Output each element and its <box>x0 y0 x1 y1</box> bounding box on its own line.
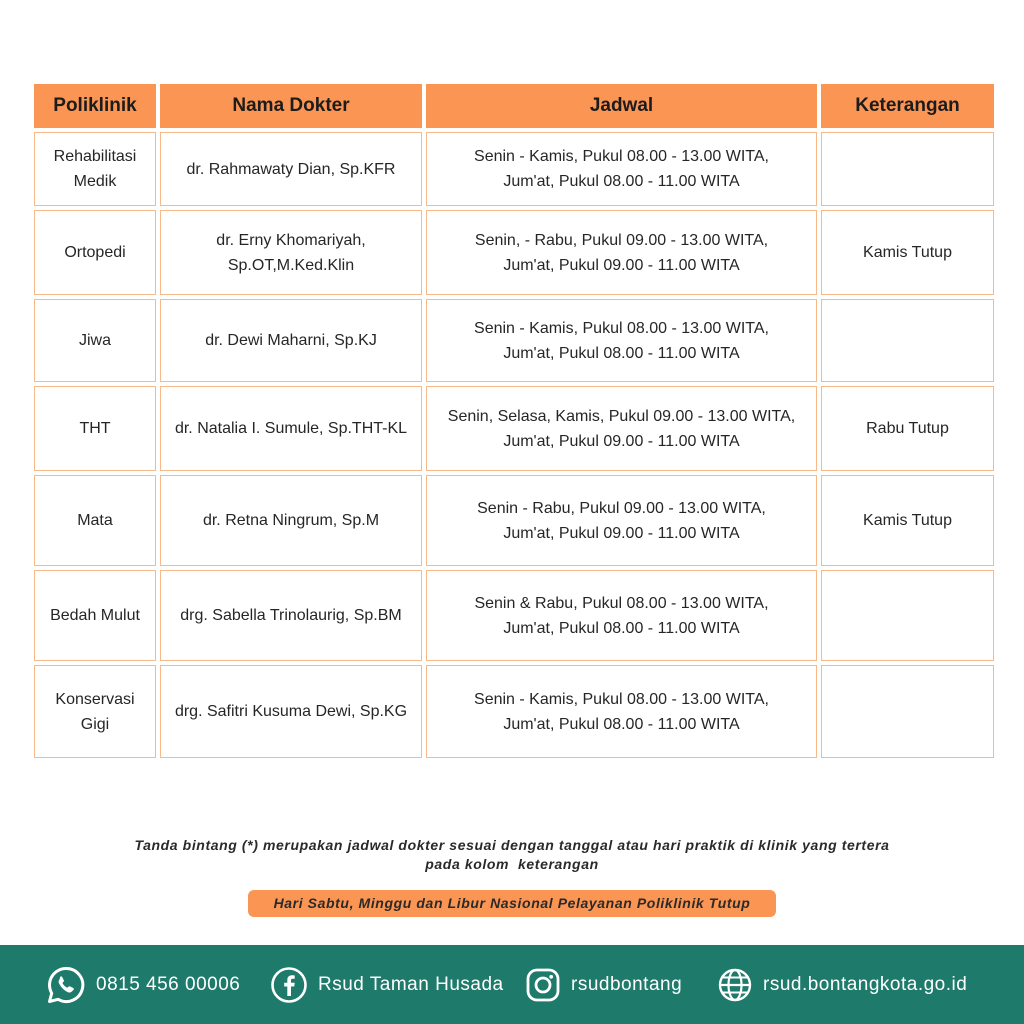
table-row <box>34 475 994 566</box>
poliklinik-cell <box>34 665 156 758</box>
schedule-cell-line: Jum'at, Pukul 08.00 - 11.00 WITA <box>503 619 740 637</box>
whatsapp-icon <box>46 965 86 1005</box>
doctor-cell-line: dr. Natalia I. Sumule, Sp.THT-KL <box>174 420 408 437</box>
poliklinik-cell-line: Medik <box>73 173 117 190</box>
schedule-cell <box>426 132 817 206</box>
schedule-cell <box>426 299 817 382</box>
facebook-icon <box>270 966 308 1004</box>
poliklinik-cell <box>34 475 156 566</box>
header-row <box>34 84 994 128</box>
table-row <box>34 386 994 471</box>
schedule-cell <box>426 570 817 661</box>
table-row <box>34 132 994 206</box>
globe-icon <box>717 967 753 1003</box>
schedule-cell-line: Jum'at, Pukul 08.00 - 11.00 WITA <box>503 344 740 362</box>
footnote-line-2: pada kolom keterangan <box>425 856 599 872</box>
doctor-cell-line: dr. Rahmawaty Dian, Sp.KFR <box>186 160 396 178</box>
schedule-table <box>30 80 998 762</box>
doctor-cell-line: dr. Erny Khomariyah, <box>216 231 366 249</box>
poliklinik-cell-line: Ortopedi <box>64 244 126 261</box>
schedule-cell-line: Senin - Rabu, Pukul 09.00 - 13.00 WITA, <box>477 499 766 517</box>
schedule-cell <box>426 665 817 758</box>
instagram-icon <box>525 967 561 1003</box>
schedule-cell-line: Senin - Kamis, Pukul 08.00 - 13.00 WITA, <box>474 690 769 708</box>
poliklinik-cell-line: Rehabilitasi <box>53 148 137 165</box>
poliklinik-cell <box>34 132 156 206</box>
table-row <box>34 665 994 758</box>
keterangan-cell <box>821 299 994 382</box>
schedule-cell-line: Senin, Selasa, Kamis, Pukul 09.00 - 13.00 WITA, <box>447 407 796 425</box>
doctor-cell-line: dr. Dewi Maharni, Sp.KJ <box>205 332 377 349</box>
doctor-cell <box>160 665 422 758</box>
schedule-cell-line: Jum'at, Pukul 09.00 - 11.00 WITA <box>503 256 740 274</box>
doctor-cell <box>160 299 422 382</box>
doctor-cell <box>160 210 422 295</box>
contact-facebook[interactable] <box>270 945 504 1024</box>
contact-footer <box>0 945 1024 1024</box>
header-keterangan: Keterangan <box>821 84 994 128</box>
doctor-cell-line: Sp.OT,M.Ked.Klin <box>227 256 355 274</box>
footnote <box>80 836 944 874</box>
header-nama-dokter: Nama Dokter <box>160 84 422 128</box>
schedule-cell-line: Jum'at, Pukul 09.00 - 11.00 WITA <box>503 432 740 450</box>
doctor-cell-line: drg. Sabella Trinolaurig, Sp.BM <box>180 607 402 624</box>
keterangan-cell <box>821 132 994 206</box>
header-poliklinik: Poliklinik <box>34 84 156 128</box>
keterangan-cell <box>821 665 994 758</box>
poliklinik-cell <box>34 386 156 471</box>
schedule-cell <box>426 386 817 471</box>
keterangan-cell: Kamis Tutup <box>821 210 994 295</box>
phone-number: 0815 456 00006 <box>96 973 241 995</box>
contact-instagram[interactable] <box>525 945 682 1024</box>
contact-website[interactable] <box>717 945 967 1024</box>
poliklinik-cell <box>34 570 156 661</box>
poliklinik-cell-line: Mata <box>77 512 113 529</box>
table-row <box>34 210 994 295</box>
schedule-cell <box>426 210 817 295</box>
facebook-name: Rsud Taman Husada <box>318 973 504 995</box>
keterangan-cell: Kamis Tutup <box>821 475 994 566</box>
header-jadwal: Jadwal <box>426 84 817 128</box>
keterangan-cell: Rabu Tutup <box>821 386 994 471</box>
poliklinik-cell <box>34 299 156 382</box>
poliklinik-cell-line: THT <box>79 420 111 437</box>
poliklinik-cell <box>34 210 156 295</box>
doctor-cell <box>160 386 422 471</box>
schedule-cell-line: Jum'at, Pukul 09.00 - 11.00 WITA <box>503 524 740 542</box>
closed-notice-badge: Hari Sabtu, Minggu dan Libur Nasional Pelayanan Poliklinik Tutup <box>248 890 776 917</box>
doctor-cell <box>160 132 422 206</box>
schedule-cell-line: Senin - Kamis, Pukul 08.00 - 13.00 WITA, <box>474 319 769 337</box>
instagram-handle: rsudbontang <box>571 973 683 995</box>
doctor-cell <box>160 475 422 566</box>
contact-phone[interactable] <box>46 945 240 1024</box>
schedule-cell-line: Jum'at, Pukul 08.00 - 11.00 WITA <box>503 173 740 190</box>
schedule-cell-line: Senin - Kamis, Pukul 08.00 - 13.00 WITA, <box>474 148 769 165</box>
poliklinik-cell-line: Bedah Mulut <box>50 607 140 624</box>
poliklinik-cell-line: Jiwa <box>78 332 111 349</box>
poliklinik-cell-line: Gigi <box>80 715 110 733</box>
table-row <box>34 299 994 382</box>
footnote-line-1: Tanda bintang (*) merupakan jadwal dokter sesuai dengan tanggal atau hari praktik di klinik yang tertera <box>134 837 890 853</box>
keterangan-cell <box>821 570 994 661</box>
poliklinik-cell-line: Konservasi <box>55 690 135 708</box>
table-row <box>34 570 994 661</box>
schedule-cell-line: Senin, - Rabu, Pukul 09.00 - 13.00 WITA, <box>474 231 769 249</box>
schedule-cell <box>426 475 817 566</box>
doctor-cell-line: drg. Safitri Kusuma Dewi, Sp.KG <box>174 703 408 720</box>
doctor-cell <box>160 570 422 661</box>
schedule-cell-line: Senin & Rabu, Pukul 08.00 - 13.00 WITA, <box>474 594 769 612</box>
schedule-cell-line: Jum'at, Pukul 08.00 - 11.00 WITA <box>503 715 740 733</box>
website-url: rsud.bontangkota.go.id <box>763 973 968 995</box>
doctor-cell-line: dr. Retna Ningrum, Sp.M <box>202 512 380 529</box>
